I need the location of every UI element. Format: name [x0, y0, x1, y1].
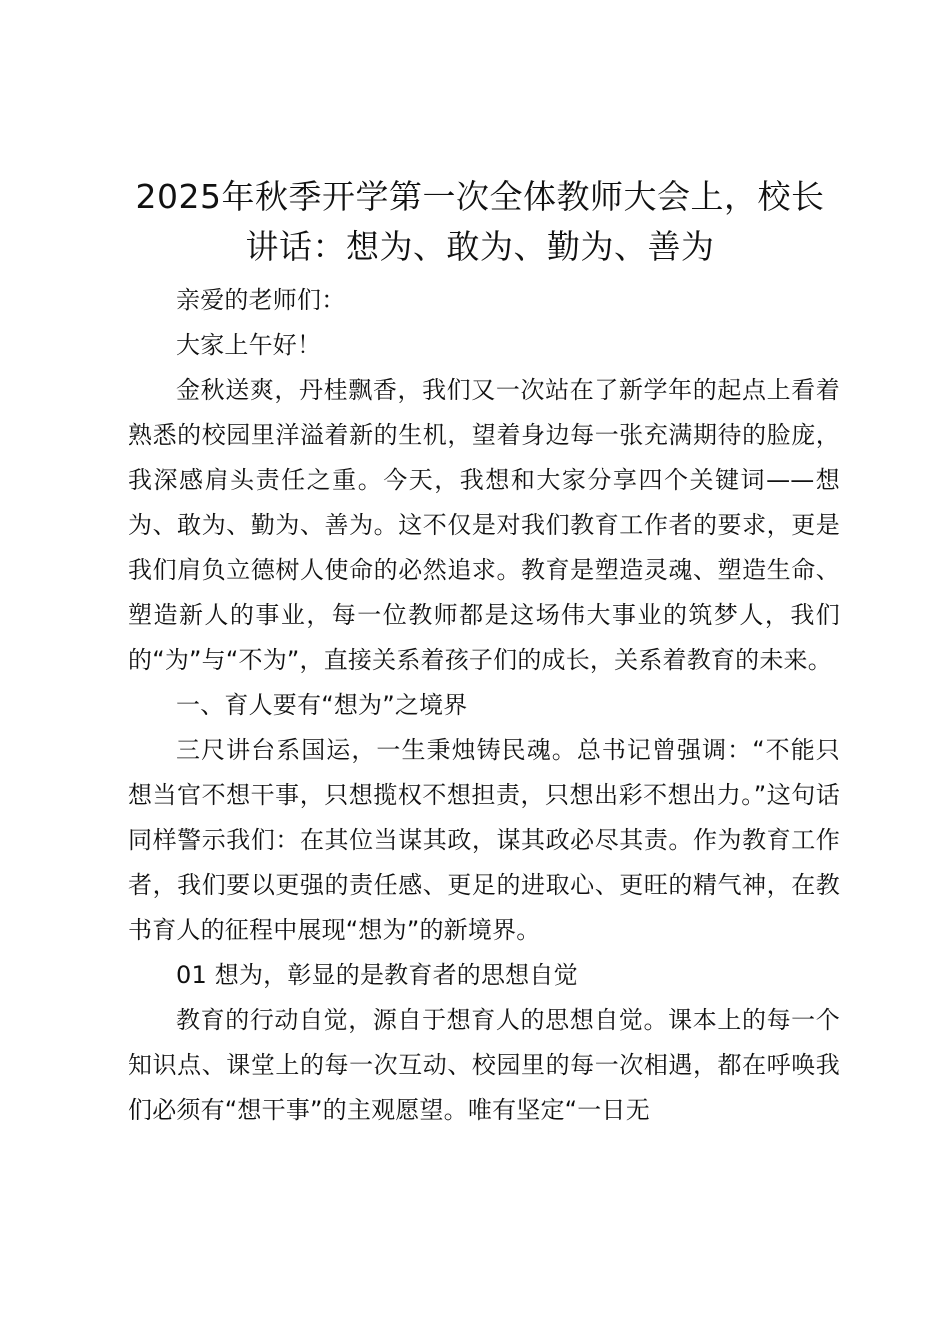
greeting: 大家上午好！	[176, 331, 322, 359]
document-body	[128, 278, 840, 1133]
section-heading-1: 一、育人要有“想为”之境界	[176, 691, 468, 719]
intro-paragraph: 金秋送爽，丹桂飘香，我们又一次站在了新学年的起点上看着熟悉的校园里洋溢着新的生机，望着身边每一张充满期待的脸庞，我深感肩头责任之重。今天，我想和大家分享四个关键词——想为、敢为、勤为、善为。这不仅是对我们教育工作者的要求，更是我们肩负立德树人使命的必然追求。教育是塑造灵魂、塑造生命、塑造新人的事业，每一位教师都是这场伟大事业的筑梦人，我们的“为”与“不为”，直接关系着孩子们的成长，关系着教育的未来。	[128, 376, 840, 674]
salutation: 亲爱的老师们：	[176, 286, 346, 314]
subsection-heading-01: 01 想为，彰显的是教育者的思想自觉	[176, 961, 578, 989]
document-title: 2025年秋季开学第一次全体教师大会上，校长讲话：想为、敢为、勤为、善为	[135, 177, 825, 266]
subsection-01-paragraph: 教育的行动自觉，源自于想育人的思想自觉。课本上的每一个知识点、课堂上的每一次互动、校园里的每一次相遇，都在呼唤我们必须有“想干事”的主观愿望。唯有坚定“一日无	[128, 1006, 840, 1124]
section-1-paragraph: 三尺讲台系国运，一生秉烛铸民魂。总书记曾强调：“不能只想当官不想干事，只想揽权不想担责，只想出彩不想出力。”这句话同样警示我们：在其位当谋其政，谋其政必尽其责。作为教育工作者，我们要以更强的责任感、更足的进取心、更旺的精气神，在教书育人的征程中展现“想为”的新境界。	[128, 736, 840, 944]
